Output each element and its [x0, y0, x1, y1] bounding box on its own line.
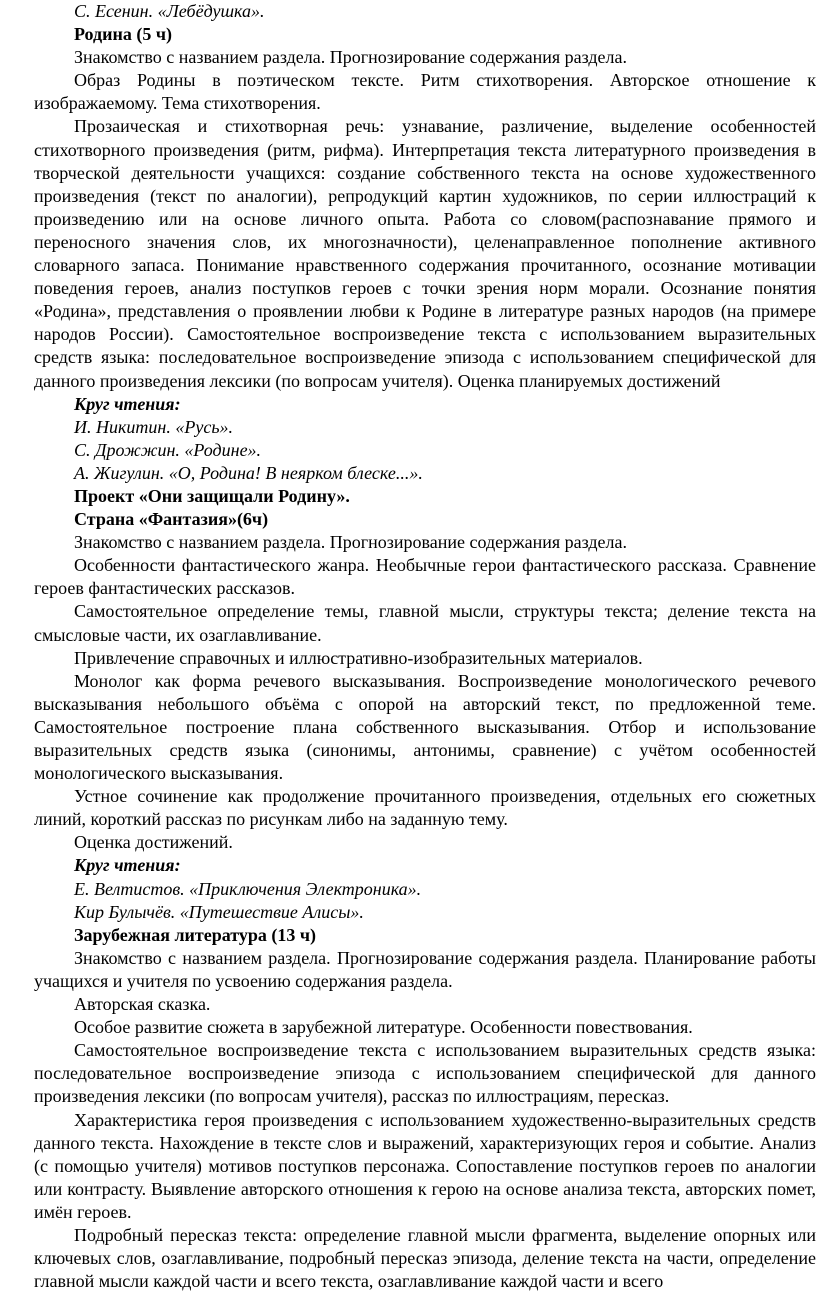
paragraph: Устное сочинение как продолжение прочитанного произведения, отдельных его сюжетных линий, короткий рассказ по рисункам либо на заданную тему. — [34, 786, 816, 830]
paragraph: Самостоятельное определение темы, главной мысли, структуры текста; деление текста на смысловые части, их озаглавливание. — [34, 601, 816, 645]
italic-line: С. Дрожжин. «Родине». — [74, 439, 262, 460]
italic-line: Е. Велтистов. «Приключения Электроника». — [74, 878, 422, 899]
paragraph: Знакомство с названием раздела. Прогнозирование содержания раздела. Планирование работы учащихся и учителя по усвоению содержания раздела. — [34, 947, 816, 991]
paragraph: Авторская сказка. — [74, 994, 211, 1015]
paragraph: Привлечение справочных и иллюстративно-изобразительных материалов. — [74, 647, 643, 668]
section-heading: Зарубежная литература (13 ч) — [74, 924, 317, 945]
paragraph: Подробный пересказ текста: определение главной мысли фрагмента, выделение опорных или ключевых слов, озаглавливание, подробный пересказ эпизода, деление текста на части, определение главной мысли каждой части и всего текста, озаглавливание каждой части и всего — [34, 1224, 816, 1292]
reading-list-heading: Круг чтения: — [74, 855, 181, 876]
reading-list-heading: Круг чтения: — [74, 393, 181, 414]
document-page — [34, 0, 816, 1293]
paragraph: Характеристика героя произведения с использованием художественно-выразительных средств данного текста. Нахождение в тексте слов и выражений, характеризующих героя и событие. Анализ (с помощью учителя) мотивов поступков персонажа. Сопоставление поступков героев по аналогии или контрасту. Выявление авторского отношения к герою на основе анализа текста, авторских помет, имён героев. — [34, 1109, 816, 1222]
italic-line: А. Жигулин. «О, Родина! В неярком блеске...». — [74, 462, 423, 483]
italic-line: Кир Булычёв. «Путешествие Алисы». — [74, 901, 364, 922]
paragraph: Самостоятельное воспроизведение текста с использованием выразительных средств языка: последовательное воспроизведение эпизода с использованием специфической для данного произведения лексики (по вопросам учителя), рассказ по иллюстрациям, пересказ. — [34, 1040, 816, 1107]
paragraph: Оценка достижений. — [74, 832, 233, 853]
paragraph: Особенности фантастического жанра. Необычные герои фантастического рассказа. Сравнение героев фантастических рассказов. — [34, 555, 816, 599]
paragraph: Знакомство с названием раздела. Прогнозирование содержания раздела. — [74, 532, 628, 553]
section-heading: Родина (5 ч) — [74, 24, 173, 45]
paragraph: Монолог как форма речевого высказывания. Воспроизведение монологического речевого высказывания небольшого объёма с опорой на авторский текст, по предложенной теме. Самостоятельное построение плана собственного высказывания. Отбор и использование выразительных средств языка (синонимы, антонимы, сравнение) с учётом особенностей монологического высказывания. — [34, 670, 816, 784]
section-heading: Проект «Они защищали Родину». — [74, 485, 350, 506]
paragraph: Знакомство с названием раздела. Прогнозирование содержания раздела. — [74, 47, 628, 68]
section-heading: Страна «Фантазия»(6ч) — [74, 509, 269, 530]
paragraph: Прозаическая и стихотворная речь: узнавание, различение, выделение особенностей стихотворного произведения (ритм, рифма). Интерпретация текста литературного произведения в творческой деятельности учащихся: создание собственного текста на основе художественного произведения (текст по аналогии), репродукций картин художников, по серии иллюстраций к произведению или на основе личного опыта. Работа со словом(распознавание прямого и переносного значения слов, их многозначности), целенаправленное пополнение активного словарного запаса. Понимание нравственного содержания прочитанного, осознание мотивации поведения героев, анализ поступков героев с точки зрения норм морали. Осознание понятия «Родина», представления о проявлении любви к Родине в литературе разных народов (на примере народов России). Самостоятельное воспроизведение текста с использованием выразительных средств языка: последовательное воспроизведение эпизода с использованием специфической для данного произведения лексики (по вопросам учителя). Оценка планируемых достижений — [34, 116, 816, 391]
paragraph: Образ Родины в поэтическом тексте. Ритм стихотворения. Авторское отношение к изображаемому. Тема стихотворения. — [34, 70, 816, 114]
paragraph: Особое развитие сюжета в зарубежной литературе. Особенности повествования. — [74, 1017, 693, 1038]
italic-line: И. Никитин. «Русь». — [74, 416, 234, 437]
italic-line: С. Есенин. «Лебёдушка». — [74, 1, 265, 21]
